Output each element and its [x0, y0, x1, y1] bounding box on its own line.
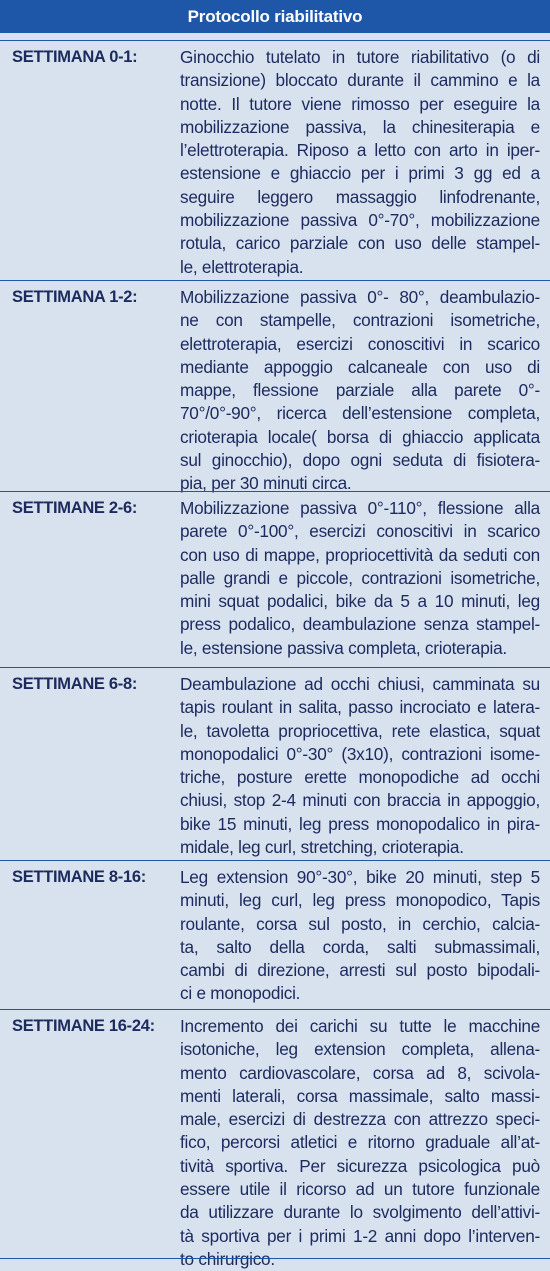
table-row: [0, 40, 550, 277]
text-line: roulante, corsa sul posto, in cerchio, calcia-: [180, 913, 540, 934]
text-line: chiusi, stop 2-4 minuti con braccia in appoggio,: [180, 790, 540, 811]
text-line: male, esercizi di destrezza con attrezzo speci-: [180, 1109, 540, 1130]
text-line: fico, percorsi atletici e ritorno graduale all’at-: [180, 1132, 540, 1153]
text-line: elettroterapia, esercizi conoscitivi in scarico: [180, 333, 540, 354]
text-line: mini squat podalici, bike da 5 a 10 minuti, leg: [180, 591, 540, 612]
text-line: rotula, carico parziale con uso delle stampel-: [180, 233, 540, 254]
text-line: tapis roulant in salita, passo incrociato e latera-: [180, 697, 540, 718]
text-line: transizione) bloccato durante il cammino e la: [180, 70, 540, 91]
text-line: Leg extension 90°-30°, bike 20 minuti, step 5: [180, 867, 540, 887]
text-line: pia, per 30 minuti circa.: [180, 473, 352, 494]
text-line: mobilizzazione passiva 0°-70°, mobilizzazione: [180, 210, 540, 231]
text-line: essere utile il ricorso ad un tutore funzionale: [180, 1179, 540, 1200]
row-label: SETTIMANE 2-6:: [12, 499, 138, 517]
text-line: ci e monopodici.: [180, 983, 301, 1004]
row-description: [180, 1015, 540, 1271]
text-line: con uso di mappe, propriocettività da seduti con: [180, 544, 540, 565]
text-line: l’elettroterapia. Riposo a letto con arto in iper-: [180, 140, 540, 161]
text-line: Mobilizzazione passiva 0°-110°, flessione alla: [180, 498, 540, 518]
text-line: ta, salto della corda, salti submassimali,: [180, 936, 540, 957]
row-description: [180, 673, 540, 859]
row-label: SETTIMANA 0-1:: [12, 48, 138, 66]
text-line: midale, leg curl, stretching, crioterapia.: [180, 837, 464, 858]
text-line: palle grandi e piccole, contrazioni isometriche,: [180, 567, 540, 588]
text-line: sul ginocchio), dopo ogni seduta di fisiotera-: [180, 450, 540, 471]
table-row: [0, 667, 550, 858]
row-label: SETTIMANE 8-16:: [12, 868, 146, 886]
text-line: 70°/0°-90°, ricerca dell’estensione completa,: [180, 403, 540, 424]
text-line: mappe, flessione parziale alla parete 0°-: [180, 380, 540, 401]
text-line: mobilizzazione passiva, la chinesiterapia e: [180, 116, 540, 137]
table-row: [0, 280, 550, 494]
text-line: le, estensione passiva completa, crioterapia.: [180, 637, 507, 658]
text-line: isotoniche, leg extension completa, allena-: [180, 1039, 540, 1060]
text-line: ne con stampelle, contrazioni isometriche,: [180, 310, 540, 331]
text-line: tività sportiva. Per sicurezza psicologica può: [180, 1155, 540, 1176]
text-line: Incremento dei carichi su tutte le macchine: [180, 1016, 540, 1036]
text-line: le, tavoletta propriocettiva, rete elastica, squat: [180, 720, 540, 741]
text-line: parete 0°-100°, esercizi conoscitivi in scarico: [180, 521, 540, 542]
text-line: mediante appoggio calcaneale con uso di: [180, 356, 540, 377]
table-title: Protocollo riabilitativo: [0, 0, 550, 33]
text-line: to chirurgico.: [180, 1248, 275, 1269]
text-line: da utilizzare durante lo svolgimento dell’attivi-: [180, 1202, 540, 1223]
row-description: [180, 286, 540, 496]
text-line: mento cardiovascolare, corsa ad 8, scivola-: [180, 1062, 540, 1083]
row-label: SETTIMANE 16-24:: [12, 1017, 155, 1035]
row-label: SETTIMANE 6-8:: [12, 675, 138, 693]
text-line: press podalico, deambulazione senza stampel-: [180, 614, 540, 635]
text-line: minuti, leg curl, leg press monopodico, Tapis: [180, 890, 540, 911]
text-line: bike 15 minuti, leg press monopodalico in pira-: [180, 813, 540, 834]
row-label: SETTIMANA 1-2:: [12, 288, 138, 306]
text-line: Mobilizzazione passiva 0°- 80°, deambulazio-: [180, 287, 540, 307]
text-line: crioterapia locale( borsa di ghiaccio applicata: [180, 426, 540, 447]
table-row: [0, 1009, 550, 1269]
row-description: [180, 866, 540, 1006]
text-line: estensione e ghiaccio per i primi 3 gg ed a: [180, 163, 540, 184]
table-row: [0, 491, 550, 658]
row-description: [180, 497, 540, 660]
text-line: menti laterali, corsa massimale, salto massi-: [180, 1085, 540, 1106]
text-line: notte. Il tutore viene rimosso per eseguire la: [180, 93, 540, 114]
text-line: triche, posture erette monopodiche ad occhi: [180, 767, 540, 788]
text-line: Ginocchio tutelato in tutore riabilitativo (o di: [180, 47, 540, 67]
text-line: le, elettroterapia.: [180, 256, 304, 277]
text-line: seguire leggero massaggio linfodrenante,: [180, 186, 540, 207]
text-line: tà sportiva per i primi 1-2 anni dopo l’interven-: [180, 1225, 540, 1246]
row-description: [180, 46, 540, 279]
table-row: [0, 860, 550, 1004]
text-line: monopodalici 0°-30° (3x10), contrazioni isome-: [180, 743, 540, 764]
table-bottom-rule: [0, 1258, 550, 1259]
text-line: cambi di direzione, arresti sul posto bipodali-: [180, 960, 540, 981]
text-line: Deambulazione ad occhi chiusi, camminata su: [180, 674, 540, 694]
